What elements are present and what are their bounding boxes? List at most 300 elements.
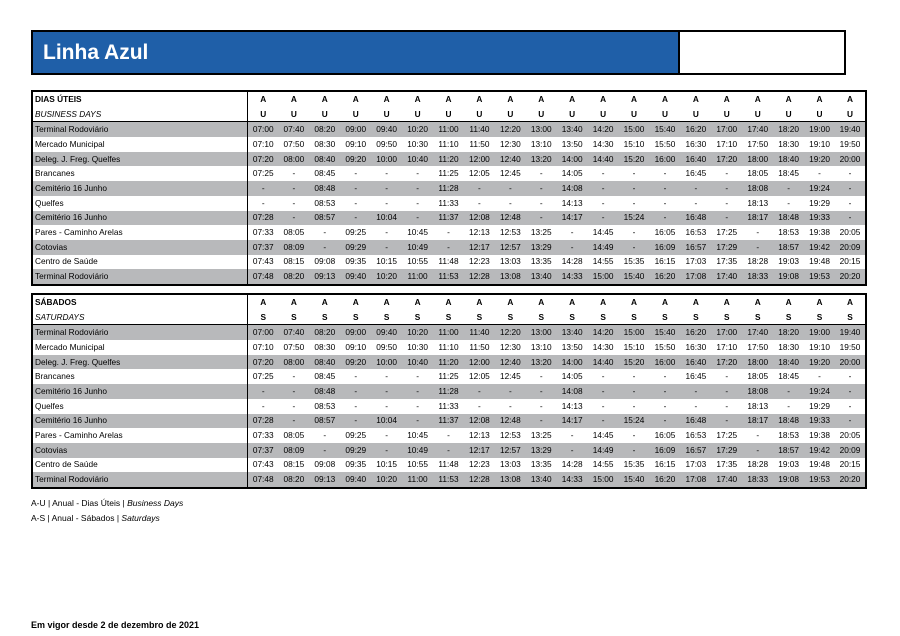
departure-time: - — [694, 400, 698, 411]
departure-time: 08:15 — [283, 459, 305, 470]
departure-time: 16:48 — [680, 211, 711, 226]
departure-time: 17:40 — [742, 122, 773, 137]
departure-time: 16:00 — [649, 355, 680, 370]
departure-time: 15:24 — [619, 211, 650, 226]
departure-time: 20:15 — [839, 256, 861, 267]
departure-time: 15:10 — [623, 341, 645, 352]
departure-time: - — [818, 371, 821, 382]
departure-time: - — [711, 211, 742, 226]
departure-time: 16:53 — [685, 227, 707, 238]
departure-time: 11:48 — [438, 459, 459, 470]
departure-time: 15:50 — [654, 138, 676, 149]
departure-time: 11:37 — [433, 211, 464, 226]
route-header — [31, 30, 846, 75]
service-code-top: A — [445, 93, 452, 104]
departure-time: - — [309, 240, 340, 255]
departure-time: - — [526, 384, 557, 399]
departure-time: 13:20 — [526, 152, 557, 167]
service-code-bottom: S — [631, 311, 637, 322]
departure-time: 14:20 — [588, 122, 619, 137]
departure-time: - — [756, 430, 760, 441]
departure-time: 10:00 — [371, 355, 402, 370]
departure-time: 18:13 — [747, 400, 769, 411]
departure-time: 10:40 — [402, 152, 433, 167]
service-code-bottom: S — [507, 311, 514, 322]
departure-time: 19:00 — [804, 122, 835, 137]
departure-time: 19:48 — [809, 256, 830, 267]
departure-time: 08:20 — [309, 122, 340, 137]
service-code-bottom: U — [816, 108, 823, 119]
departure-time: 18:20 — [773, 325, 804, 340]
departure-time: 14:30 — [592, 341, 614, 352]
departure-time: 10:45 — [407, 430, 428, 441]
departure-time: 16:57 — [680, 443, 711, 458]
legend-saturdays: A-S | Anual - Sábados | Saturdays — [31, 513, 160, 523]
departure-time: 18:08 — [742, 181, 773, 196]
service-code-bottom: U — [290, 108, 297, 119]
departure-time: 20:05 — [839, 227, 861, 238]
service-code-top: A — [290, 296, 297, 307]
departure-time: 09:29 — [340, 443, 371, 458]
table-row — [32, 255, 866, 270]
departure-time: - — [725, 168, 729, 179]
departure-time: - — [835, 211, 866, 226]
departure-time: 07:50 — [283, 138, 305, 149]
departure-time: 18:57 — [773, 443, 804, 458]
departure-time: 11:00 — [433, 122, 464, 137]
departure-time: 08:00 — [278, 355, 309, 370]
departure-time: 10:55 — [407, 256, 428, 267]
departure-time: 12:17 — [464, 443, 495, 458]
departure-time: 12:13 — [469, 227, 490, 238]
service-code-bottom: S — [352, 311, 359, 322]
service-code-top: A — [414, 296, 421, 307]
service-code-top: A — [692, 296, 699, 307]
departure-time: 10:30 — [407, 341, 428, 352]
departure-time: 20:00 — [835, 152, 866, 167]
departure-time: - — [835, 181, 866, 196]
departure-time: - — [385, 197, 389, 208]
departure-time: 16:00 — [649, 152, 680, 167]
departure-time: 12:13 — [469, 430, 490, 441]
service-code-top: A — [723, 296, 730, 307]
departure-time: 17:10 — [716, 138, 738, 149]
departure-time: 09:25 — [345, 430, 367, 441]
departure-time: 20:09 — [835, 240, 866, 255]
departure-time: - — [818, 168, 821, 179]
departure-time: 17:29 — [711, 240, 742, 255]
departure-time: - — [725, 197, 729, 208]
departure-time: 07:48 — [248, 269, 279, 285]
departure-time: 19:33 — [804, 414, 835, 429]
departure-time: 12:48 — [495, 414, 526, 429]
service-code-top: A — [321, 296, 328, 307]
departure-time: - — [371, 384, 402, 399]
stop-name: Quelfes — [32, 399, 248, 414]
departure-time: 12:28 — [464, 472, 495, 488]
departure-time: 12:20 — [495, 325, 526, 340]
service-code-bottom: S — [383, 311, 390, 322]
departure-time: 17:50 — [747, 138, 769, 149]
effective-date: Em vigor desde 2 de dezembro de 2021 — [31, 620, 200, 630]
departure-time: 12:30 — [499, 341, 521, 352]
departure-time: 08:09 — [278, 443, 309, 458]
departure-time: 13:29 — [526, 443, 557, 458]
departure-time: 17:00 — [711, 122, 742, 137]
departure-time: - — [309, 443, 340, 458]
stop-name: Mercado Municipal — [32, 340, 248, 355]
departure-time: 14:55 — [592, 256, 614, 267]
departure-time: 19:08 — [773, 269, 804, 285]
service-code-bottom: U — [785, 108, 792, 119]
service-code-top: A — [414, 93, 421, 104]
departure-time: - — [278, 211, 309, 226]
table-row — [32, 152, 866, 167]
departure-time: 12:20 — [495, 122, 526, 137]
departure-time: - — [416, 400, 419, 411]
departure-time: 18:05 — [747, 371, 769, 382]
service-code-top: A — [290, 93, 297, 104]
departure-time: 19:03 — [778, 459, 800, 470]
departure-time: 16:09 — [649, 443, 680, 458]
departure-time: - — [742, 240, 773, 255]
departure-time: 15:40 — [619, 269, 650, 285]
departure-time: 18:40 — [773, 355, 804, 370]
departure-time: 14:05 — [561, 168, 583, 179]
departure-time: - — [340, 181, 371, 196]
departure-time: 11:50 — [469, 138, 490, 149]
departure-time: 14:00 — [557, 152, 588, 167]
departure-time: 14:05 — [561, 371, 583, 382]
service-code-top: A — [383, 296, 390, 307]
table-row — [32, 458, 866, 473]
departure-time: 16:20 — [680, 325, 711, 340]
service-code-bottom: S — [445, 311, 452, 322]
departure-time: 13:40 — [557, 325, 588, 340]
departure-time: - — [385, 430, 389, 441]
service-code-top: A — [754, 93, 761, 104]
departure-time: - — [835, 414, 866, 429]
service-code-top: A — [600, 93, 607, 104]
departure-time: - — [680, 384, 711, 399]
departure-time: 07:00 — [248, 325, 279, 340]
departure-time: - — [416, 168, 419, 179]
departure-time: - — [539, 197, 543, 208]
departure-time: - — [495, 181, 526, 196]
departure-time: 11:20 — [433, 355, 464, 370]
service-code-top: A — [538, 93, 545, 104]
table-row — [32, 384, 866, 399]
service-code-top: A — [723, 93, 730, 104]
departure-time: 08:30 — [314, 138, 336, 149]
departure-time: 12:45 — [499, 168, 521, 179]
departure-time: 13:25 — [530, 227, 552, 238]
departure-time: 17:08 — [680, 472, 711, 488]
departure-time: - — [385, 371, 389, 382]
departure-time: 14:40 — [588, 152, 619, 167]
departure-time: - — [261, 400, 265, 411]
departure-time: 11:25 — [438, 371, 459, 382]
departure-time: - — [711, 384, 742, 399]
departure-time: 17:20 — [711, 152, 742, 167]
departure-time: - — [694, 197, 698, 208]
departure-time: 19:40 — [835, 122, 866, 137]
departure-time: 14:00 — [557, 355, 588, 370]
departure-time: 10:20 — [371, 269, 402, 285]
departure-time: - — [340, 211, 371, 226]
departure-time: 17:40 — [742, 325, 773, 340]
service-code-bottom: U — [383, 108, 390, 119]
table-header-row — [32, 294, 866, 310]
departure-time: - — [402, 211, 433, 226]
stop-name: Pares - Caminho Arelas — [32, 428, 248, 443]
table-title: SÁBADOS — [32, 294, 248, 310]
departure-time: 17:40 — [711, 472, 742, 488]
departure-time: 15:40 — [649, 122, 680, 137]
service-code-bottom: U — [352, 108, 359, 119]
stop-name: Quelfes — [32, 196, 248, 211]
departure-time: 11:40 — [464, 122, 495, 137]
departure-time: - — [632, 371, 636, 382]
departure-time: 15:00 — [619, 325, 650, 340]
departure-time: - — [711, 181, 742, 196]
departure-time: - — [385, 168, 389, 179]
service-code-bottom: U — [445, 108, 452, 119]
table-title: DIAS ÚTEIS — [32, 91, 248, 107]
departure-time: - — [601, 197, 605, 208]
departure-time: 10:15 — [376, 256, 398, 267]
departure-time: - — [278, 181, 309, 196]
departure-time: 18:28 — [747, 256, 769, 267]
departure-time: 18:48 — [773, 211, 804, 226]
departure-time: 17:03 — [685, 459, 707, 470]
departure-time: 16:20 — [649, 472, 680, 488]
departure-time: 17:25 — [716, 430, 738, 441]
departure-time: 17:40 — [711, 269, 742, 285]
service-code-top: A — [476, 93, 483, 104]
departure-time: 09:08 — [314, 459, 336, 470]
departure-time: - — [539, 400, 543, 411]
table-row — [32, 414, 866, 429]
departure-time: 19:42 — [804, 443, 835, 458]
table-row — [32, 443, 866, 458]
departure-time: 18:53 — [778, 227, 800, 238]
departure-time: 12:05 — [469, 371, 490, 382]
departure-time: 10:55 — [407, 459, 428, 470]
departure-time: 08:53 — [314, 400, 336, 411]
service-code-bottom: S — [724, 311, 730, 322]
departure-time: 10:20 — [402, 325, 433, 340]
departure-time: - — [601, 371, 605, 382]
departure-time: - — [601, 400, 605, 411]
service-code-bottom: U — [321, 108, 328, 119]
departure-time: 16:48 — [680, 414, 711, 429]
departure-time: 08:05 — [283, 227, 305, 238]
table-row — [32, 166, 866, 181]
departure-time: 07:20 — [248, 355, 279, 370]
departure-time: 12:40 — [495, 355, 526, 370]
service-code-bottom: U — [538, 108, 545, 119]
departure-time: 08:48 — [309, 181, 340, 196]
departure-time: 11:53 — [433, 472, 464, 488]
departure-time: 17:00 — [711, 325, 742, 340]
service-code-top: A — [816, 296, 823, 307]
departure-time: 19:33 — [804, 211, 835, 226]
service-code-top: A — [507, 93, 514, 104]
departure-time: 13:35 — [530, 256, 552, 267]
service-code-top: A — [692, 93, 699, 104]
departure-time: 12:48 — [495, 211, 526, 226]
departure-time: 08:05 — [283, 430, 305, 441]
departure-time: 08:30 — [314, 341, 336, 352]
departure-time: 11:48 — [438, 256, 459, 267]
departure-time: 08:53 — [314, 197, 336, 208]
departure-time: 11:10 — [438, 341, 459, 352]
departure-time: 16:45 — [685, 168, 707, 179]
table-subheader-row — [32, 310, 866, 325]
departure-time: 07:33 — [252, 430, 274, 441]
service-code-bottom: U — [260, 108, 267, 119]
departure-time: 16:30 — [685, 341, 707, 352]
departure-time: 12:23 — [469, 256, 490, 267]
departure-time: 12:57 — [495, 443, 526, 458]
departure-time: 16:05 — [654, 227, 676, 238]
departure-time: 17:35 — [716, 256, 738, 267]
departure-time: - — [649, 384, 680, 399]
departure-time: 14:33 — [557, 269, 588, 285]
departure-time: - — [508, 400, 512, 411]
departure-time: - — [292, 371, 296, 382]
departure-time: - — [756, 227, 760, 238]
departure-time: 13:03 — [499, 256, 521, 267]
departure-time: 13:10 — [530, 138, 552, 149]
departure-time: - — [292, 400, 296, 411]
departure-time: 09:00 — [340, 122, 371, 137]
departure-time: 09:35 — [345, 256, 367, 267]
departure-time: 15:00 — [619, 122, 650, 137]
departure-time: 17:50 — [747, 341, 769, 352]
service-code-bottom: S — [414, 311, 421, 322]
departure-time: 18:30 — [778, 138, 800, 149]
departure-time: 16:15 — [654, 459, 676, 470]
departure-time: 19:50 — [839, 341, 861, 352]
departure-time: 11:20 — [433, 152, 464, 167]
departure-time: - — [354, 168, 358, 179]
service-code-bottom: S — [291, 311, 297, 322]
departure-time: 18:00 — [742, 152, 773, 167]
service-code-top: A — [569, 93, 576, 104]
departure-time: - — [557, 443, 588, 458]
departure-time: - — [447, 227, 450, 238]
departure-time: 07:28 — [248, 211, 279, 226]
service-code-bottom: S — [847, 311, 853, 322]
service-code-top: A — [661, 93, 668, 104]
departure-time: 15:40 — [619, 472, 650, 488]
departure-time: - — [248, 384, 279, 399]
service-code-top: A — [260, 93, 267, 104]
stop-name: Cemitério 16 Junho — [32, 414, 248, 429]
departure-time: - — [632, 197, 636, 208]
departure-time: 17:10 — [716, 341, 738, 352]
departure-time: - — [632, 227, 636, 238]
departure-time: 10:04 — [371, 211, 402, 226]
departure-time: 12:30 — [499, 138, 521, 149]
departure-time: 10:00 — [371, 152, 402, 167]
departure-time: 07:40 — [278, 122, 309, 137]
table-row — [32, 340, 866, 355]
departure-time: - — [495, 384, 526, 399]
departure-time: 09:00 — [340, 325, 371, 340]
departure-time: 07:43 — [252, 256, 274, 267]
departure-time: - — [619, 181, 650, 196]
departure-time: 09:08 — [314, 256, 336, 267]
departure-time: - — [261, 197, 265, 208]
departure-time: - — [416, 197, 419, 208]
departure-time: - — [848, 400, 852, 411]
departure-time: 08:20 — [278, 472, 309, 488]
departure-time: - — [663, 168, 667, 179]
departure-time: 19:29 — [809, 197, 830, 208]
departure-time: 14:30 — [592, 138, 614, 149]
departure-time: 16:53 — [685, 430, 707, 441]
departure-time: 18:00 — [742, 355, 773, 370]
departure-time: - — [787, 400, 791, 411]
departure-time: 12:57 — [495, 240, 526, 255]
table-row — [32, 355, 866, 370]
departure-time: 07:48 — [248, 472, 279, 488]
departure-time: 15:24 — [619, 414, 650, 429]
departure-time: - — [773, 384, 804, 399]
departure-time: - — [663, 371, 667, 382]
stop-name: Deleg. J. Freg. Quelfes — [32, 152, 248, 167]
departure-time: 19:42 — [804, 240, 835, 255]
departure-time: 07:10 — [252, 138, 274, 149]
departure-time: - — [848, 371, 852, 382]
departure-time: 09:20 — [340, 152, 371, 167]
departure-time: 11:28 — [433, 181, 464, 196]
departure-time: 11:10 — [438, 138, 459, 149]
departure-time: 16:20 — [680, 122, 711, 137]
departure-time: - — [292, 197, 296, 208]
departure-time: 11:37 — [433, 414, 464, 429]
table-header-row — [32, 91, 866, 107]
departure-time: - — [619, 240, 650, 255]
departure-time: 19:48 — [809, 459, 830, 470]
departure-time: 19:10 — [809, 138, 830, 149]
service-code-bottom: U — [692, 108, 699, 119]
departure-time: - — [725, 400, 729, 411]
departure-time: 12:53 — [499, 227, 521, 238]
departure-time: - — [354, 400, 358, 411]
departure-time: - — [680, 181, 711, 196]
departure-time: - — [570, 227, 574, 238]
service-code-top: A — [754, 296, 761, 307]
departure-time: - — [323, 227, 327, 238]
departure-time: 08:40 — [309, 355, 340, 370]
departure-time: - — [663, 197, 667, 208]
departure-time: 18:20 — [773, 122, 804, 137]
departure-time: 13:29 — [526, 240, 557, 255]
departure-time: - — [588, 414, 619, 429]
departure-time: 09:40 — [371, 122, 402, 137]
departure-time: 08:20 — [278, 269, 309, 285]
departure-time: 10:49 — [402, 443, 433, 458]
table-row — [32, 325, 866, 340]
departure-time: - — [508, 197, 512, 208]
departure-time: 14:13 — [561, 400, 583, 411]
departure-time: - — [570, 430, 574, 441]
departure-time: 09:20 — [340, 355, 371, 370]
